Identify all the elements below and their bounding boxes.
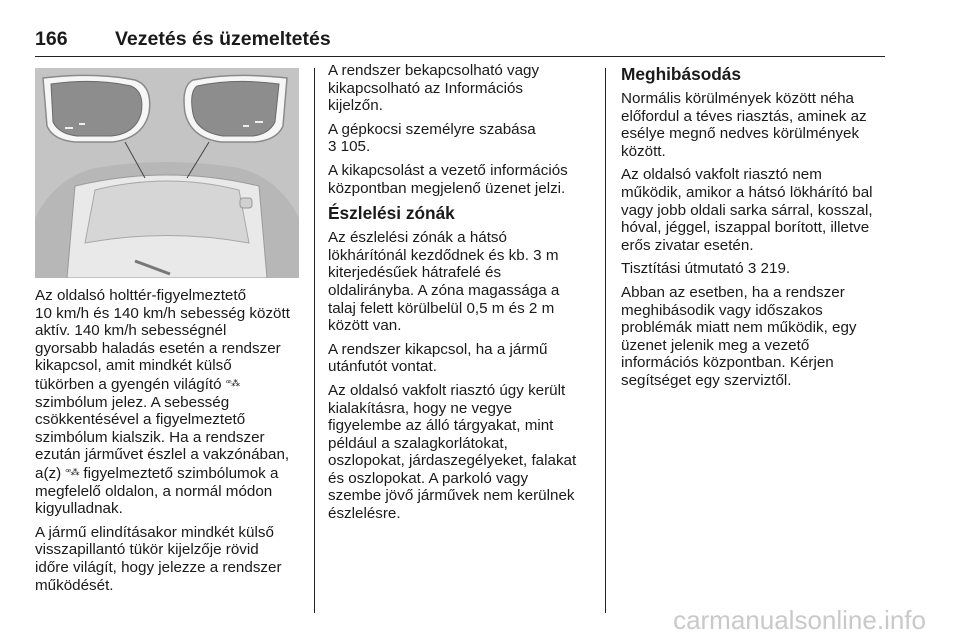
page-number: 166 [35, 28, 68, 50]
text-line: talaj felett körülbelül 0,5 m és 2 m [328, 299, 555, 317]
mirror-illustration [35, 68, 299, 278]
column-3 [621, 62, 893, 396]
paragraph [621, 90, 893, 160]
text-line: A kikapcsolást a vezető információs [328, 161, 568, 179]
text-line: szimbólum kialszik. Ha a rendszer [35, 428, 265, 446]
text-line: kikapcsol, amit mindkét külső [35, 357, 232, 375]
paragraph [328, 121, 600, 156]
text-line: lökhárítónál kezdődnek és kb. 3 m [328, 246, 559, 264]
text-line: Az oldalsó holttér-figyelmeztető [35, 287, 247, 304]
text-line: aktív. 140 km/h sebességnél [35, 322, 227, 340]
text-line: üzenet jelenik meg a vezető [621, 336, 810, 354]
page-reference-link[interactable]: 3 105. [328, 138, 371, 156]
column-2 [328, 62, 600, 529]
text-line: szimbólum jelez. A sebesség [35, 393, 230, 411]
text-line: figyelembe az álló tárgyakat, mint [328, 417, 554, 435]
page-title: Vezetés és üzemeltetés [115, 28, 331, 50]
text-line: kiterjedésűek hátrafelé és [328, 264, 502, 282]
text-line: például a szalagkorlátokat, [328, 434, 508, 452]
text-line: kialakításra, hogy ne vegye [328, 399, 513, 417]
text-line: Normális körülmények között néha [621, 90, 854, 107]
paragraph [328, 62, 600, 115]
text-line: esélye megnő nedves körülmények [621, 125, 860, 143]
section-heading: Észlelési zónák [328, 203, 455, 224]
page-reference-link[interactable]: Tisztítási útmutató 3 219. [621, 260, 791, 278]
text-line: működik, amikor a hátsó lökhárító bal [621, 183, 873, 201]
text-line: időre világít, hogy jelezze a rendszer [35, 558, 282, 576]
paragraph [328, 341, 600, 376]
text-line: működését. [35, 576, 114, 594]
paragraph [621, 166, 893, 254]
text-line: vagy jobb oldali sarka sárral, kosszal, [621, 201, 873, 219]
text-line: gyorsabb haladás esetén a rendszer [35, 339, 281, 357]
text-line: figyelmeztető szimbólumok a [83, 464, 279, 482]
text-line: Abban az esetben, ha a rendszer [621, 283, 845, 301]
paragraph [35, 287, 303, 518]
text-line: előfordul a téves riasztás, aminek az [621, 107, 867, 125]
text-line: között. [621, 142, 666, 160]
text-line: a(z) [35, 464, 62, 482]
text-line: oldalirányba. A zóna magassága a [328, 281, 560, 299]
text-line: erős zivatar esetén. [621, 236, 754, 254]
paragraph [328, 162, 600, 197]
paragraph [328, 382, 600, 523]
text-line: visszapillantó tükör kijelzője rövid [35, 541, 259, 559]
text-line: A rendszer bekapcsolható vagy [328, 62, 540, 79]
text-line: között van. [328, 317, 402, 335]
paragraph [35, 524, 303, 594]
text-line: segítséget egy szerviztől. [621, 371, 792, 389]
text-line: problémák miatt nem működik, egy [621, 319, 857, 337]
text-line: A gépkocsi személyre szabása [328, 120, 536, 138]
paragraph [621, 260, 893, 278]
text-line: oszlopokat, járdaszegélyeket, falakat [328, 452, 577, 470]
column-divider [314, 68, 315, 613]
paragraph [328, 229, 600, 335]
text-line: információs központban. Kérjen [621, 354, 834, 372]
text-line: Az oldalsó vakfolt riasztó nem [621, 166, 822, 184]
text-line: kikapcsolható az Információs [328, 79, 523, 97]
text-line: 10 km/h és 140 km/h sebesség között [35, 304, 290, 322]
blind-spot-icon: ꟹ⁂ [225, 377, 240, 388]
text-line: tükörben a gyengén világító [35, 375, 222, 393]
text-line: ezután járművet észlel a vakzónában, [35, 446, 290, 464]
text-line: szembe jövő járművek nem kerülnek [328, 487, 575, 505]
column-1 [35, 287, 303, 600]
text-line: központban megjelenő üzenet jelzi. [328, 179, 566, 197]
text-line: hóval, jéggel, iszappal borított, illetve [621, 219, 870, 237]
text-line: megfelelő oldalon, a normál módon [35, 482, 273, 500]
section-heading: Meghibásodás [621, 64, 742, 84]
text-line: és oszlopokat. A parkoló vagy [328, 469, 529, 487]
page-header [35, 28, 885, 57]
text-line: A jármű elindításakor mindkét külső [35, 523, 274, 541]
text-line: Az oldalsó vakfolt riasztó úgy került [328, 381, 566, 399]
text-line: utánfutót vontat. [328, 358, 437, 376]
text-line: meghibásodik vagy időszakos [621, 301, 823, 319]
blind-spot-icon: ꟹ⁂ [65, 466, 80, 477]
text-line: A rendszer kikapcsol, ha a jármű [328, 340, 548, 358]
text-line: Az észlelési zónák a hátsó [328, 229, 507, 247]
text-line: kijelzőn. [328, 97, 383, 115]
paragraph [621, 284, 893, 390]
text-line: észlelésre. [328, 505, 401, 523]
watermark: carmanualsonline.info [673, 605, 926, 635]
text-line: csökkentésével a figyelmeztető [35, 411, 246, 429]
column-divider [605, 68, 606, 613]
text-line: kigyulladnak. [35, 500, 123, 518]
